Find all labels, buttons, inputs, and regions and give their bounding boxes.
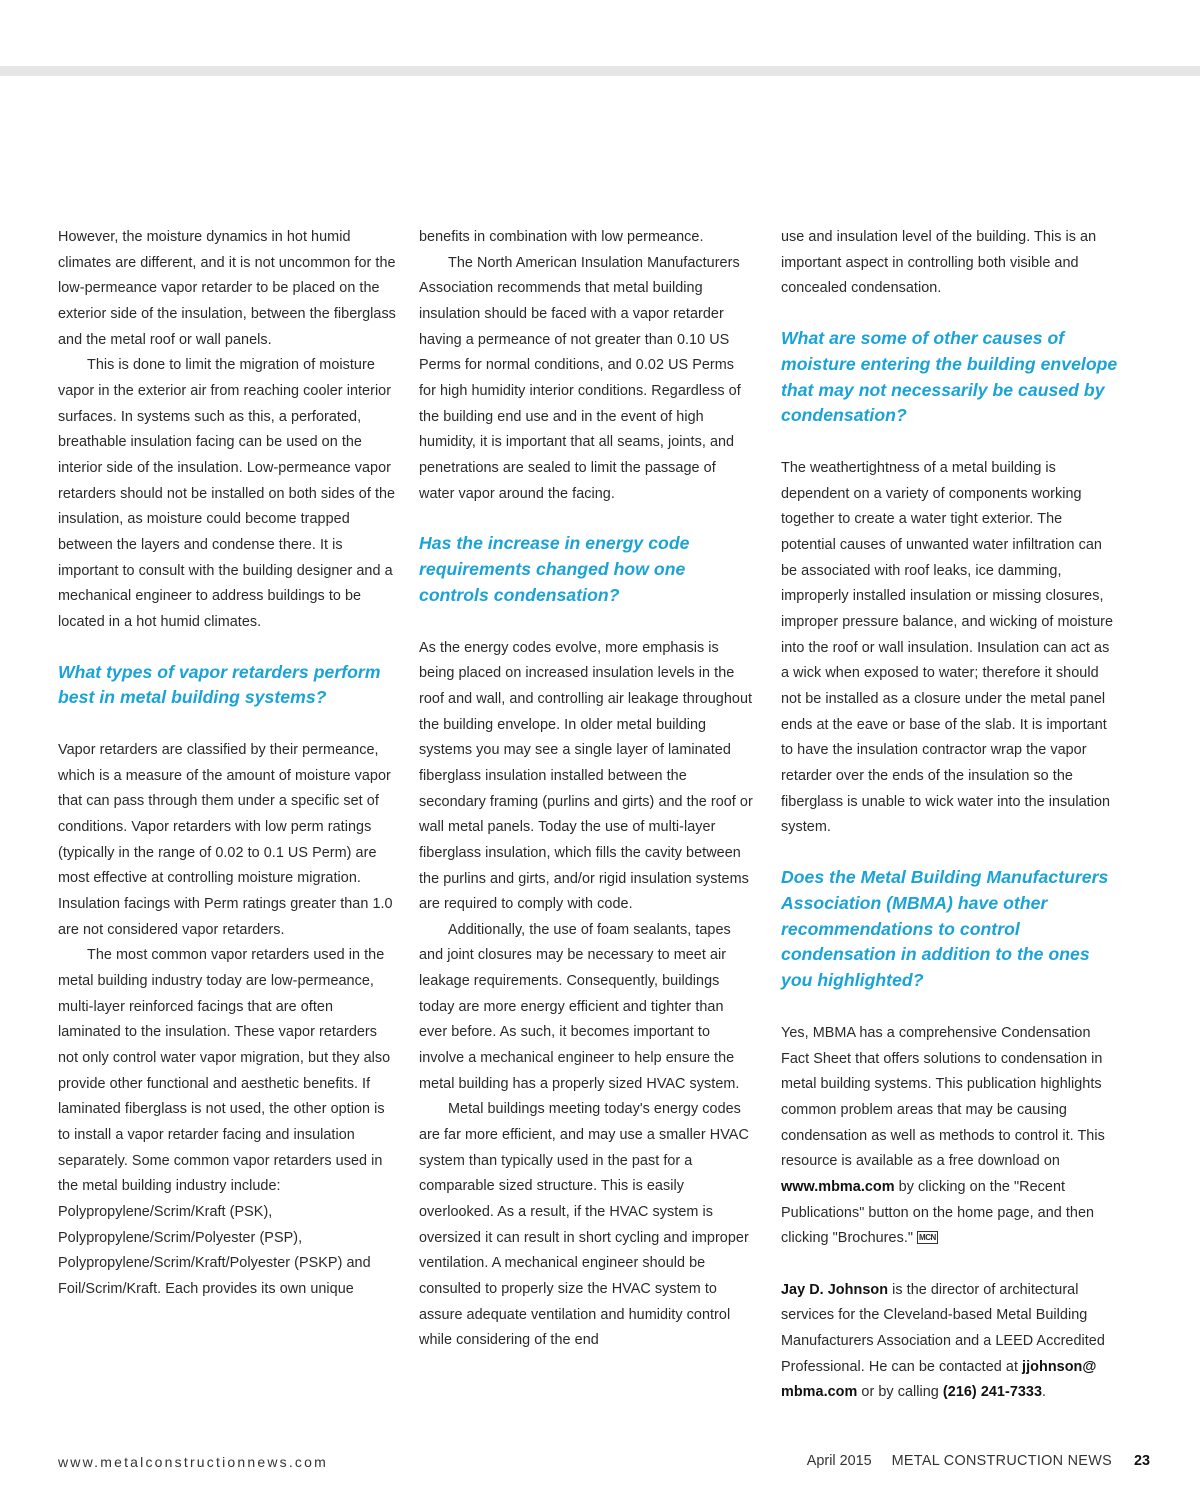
question-heading: What types of vapor retarders perform best in metal building systems? bbox=[58, 661, 381, 708]
publication-name: METAL CONSTRUCTION NEWS bbox=[891, 1453, 1112, 1469]
question-heading: What are some of other causes of moisture entering the building envelope that may not necessarily be caused by condensation? bbox=[781, 327, 1118, 426]
footer-url[interactable]: www.metalconstructionnews.com bbox=[58, 1454, 328, 1470]
paragraph: This is done to limit the migration of moisture vapor in the exterior air from reaching cooler interior surfaces. In systems such as this, a perforated, breathable insulation facing can be used on the interior side of the insulation. Low-permeance vapor retarders should not be installed on both sides of the insulation, as moisture could become trapped between the layers and condense there. It is important to consult with the building designer and a mechanical engineer to address buildings to be located in a hot humid climates. bbox=[58, 357, 396, 630]
question-heading: Has the increase in energy code requirements changed how one controls condensation? bbox=[419, 533, 690, 605]
paragraph: use and insulation level of the building. This is an important aspect in controlling both visible and concealed condensation. bbox=[781, 229, 1097, 297]
text: is the director of architectural services for the Cleveland-based Metal Building Manufacturers Association and a LEED Accredited Professional. He can be contacted at bbox=[781, 1281, 1105, 1375]
paragraph: The most common vapor retarders used in the metal building industry today are low-permeance, multi-layer reinforced facings that are often laminated to the insulation. These vapor retarders not only control water vapor migration, but they also provide other functional and aesthetic benefits. If laminated fiberglass is not used, the other option is to install a vapor retarder facing and insulation separately. Some common vapor retarders used in the metal building industry include: Polypropylene/Scrim/Kraft (PSK), Polypropylene/Scrim/Polyester (PSP), Polypropylene/Scrim/Kraft/Polyester (PSKP) and Foil/Scrim/Kraft. Each provides its own unique bbox=[58, 947, 391, 1297]
column-3 bbox=[781, 225, 1121, 1406]
page-number: 23 bbox=[1133, 1453, 1150, 1469]
column-1 bbox=[58, 225, 396, 1303]
mbma-link[interactable]: www.mbma.com bbox=[781, 1178, 895, 1195]
paragraph: Metal buildings meeting today's energy codes are far more efficient, and may use a smaller HVAC system than typically used in the past for a comparable sized structure. This is easily overlooked. As a result, if the HVAC system is oversized it can result in short cycling and improper ventilation. A mechanical engineer should be consulted to properly size the HVAC system to assure adequate ventilation and humidity control while considering of the end bbox=[419, 1101, 749, 1349]
issue-date: April 2015 bbox=[806, 1453, 872, 1469]
paragraph: Vapor retarders are classified by their permeance, which is a measure of the amount of moisture vapor that can pass through them under a specific set of conditions. Vapor retarders with low perm ratings (typically in the range of 0.02 to 0.1 US Perm) are most effective at controlling moisture migration. Insulation facings with Perm ratings greater than 1.0 are not considered vapor retarders. bbox=[58, 742, 393, 938]
author-name: Jay D. Johnson bbox=[781, 1281, 889, 1298]
text: . bbox=[1042, 1384, 1047, 1401]
mcn-end-mark-icon: MCN bbox=[919, 1233, 936, 1243]
author-email[interactable]: jjohnson@ mbma.com bbox=[781, 1358, 1097, 1401]
paragraph: As the energy codes evolve, more emphasis is being placed on increased insulation levels in the roof and wall, and controlling air leakage throughout the building envelope. In older metal building systems you may see a single layer of laminated fiberglass insulation installed between the secondary framing (purlins and girts) and the roof or wall metal panels. Today the use of multi-layer fiberglass insulation, which fills the cavity between the purlins and girts, and/or rigid insulation systems are required to comply with code. bbox=[419, 639, 753, 913]
paragraph: The North American Insulation Manufacturers Association recommends that metal building insulation should be faced with a vapor retarder having a permeance of not greater than 0.10 US Perms for normal conditions, and 0.02 US Perms for high humidity interior conditions. Regardless of the building end use and in the event of high humidity, it is important that all seams, joints, and penetrations are sealed to limit the passage of water vapor around the facing. bbox=[419, 254, 741, 502]
text: by clicking on the "Recent Publications" button on the home page, and then clicking "Brochures." bbox=[781, 1178, 1095, 1247]
text: Yes, MBMA has a comprehensive Condensation Fact Sheet that offers solutions to condensation in metal building systems. This publication highlights common problem areas that may be causing condensation as well as methods to control it. This resource is available as a free download on bbox=[781, 1024, 1105, 1170]
paragraph: benefits in combination with low permeance. bbox=[419, 229, 704, 245]
text: or by calling bbox=[857, 1384, 943, 1401]
question-heading: Does the Metal Building Manufacturers Association (MBMA) have other recommendations to control condensation in addition to the ones you highlighted? bbox=[781, 867, 1109, 991]
paragraph: However, the moisture dynamics in hot humid climates are different, and it is not uncommon for the low-permeance vapor retarder to be placed on the exterior side of the insulation, between the fiberglass and the metal roof or wall panels. bbox=[58, 229, 396, 348]
paragraph: The weathertightness of a metal building is dependent on a variety of components working together to create a water tight exterior. The potential causes of unwanted water infiltration can be associated with roof leaks, ice damming, improperly installed insulation or missing closures, improper pressure balance, and wicking of moisture into the roof or wall insulation. Insulation can act as a wick when exposed to water; therefore it should not be installed as a closure under the metal panel ends at the eave or base of the slab. It is important to have the insulation contractor wrap the vapor retarder over the ends of the insulation so the fiberglass is unable to wick water into the insulation system. bbox=[781, 460, 1114, 836]
author-bio bbox=[781, 1278, 1121, 1406]
header-band bbox=[0, 66, 1200, 76]
column-2 bbox=[419, 225, 755, 1354]
author-phone: (216) 241-7333 bbox=[942, 1384, 1043, 1401]
footer-info bbox=[807, 1453, 1150, 1469]
paragraph bbox=[781, 1021, 1121, 1252]
paragraph: Additionally, the use of foam sealants, tapes and joint closures may be necessary to meet air leakage requirements. Consequently, buildings today are more energy efficient and tighter than ever before. As such, it becomes important to involve a mechanical engineer to help ensure the metal building has a properly sized HVAC system. bbox=[419, 921, 740, 1092]
